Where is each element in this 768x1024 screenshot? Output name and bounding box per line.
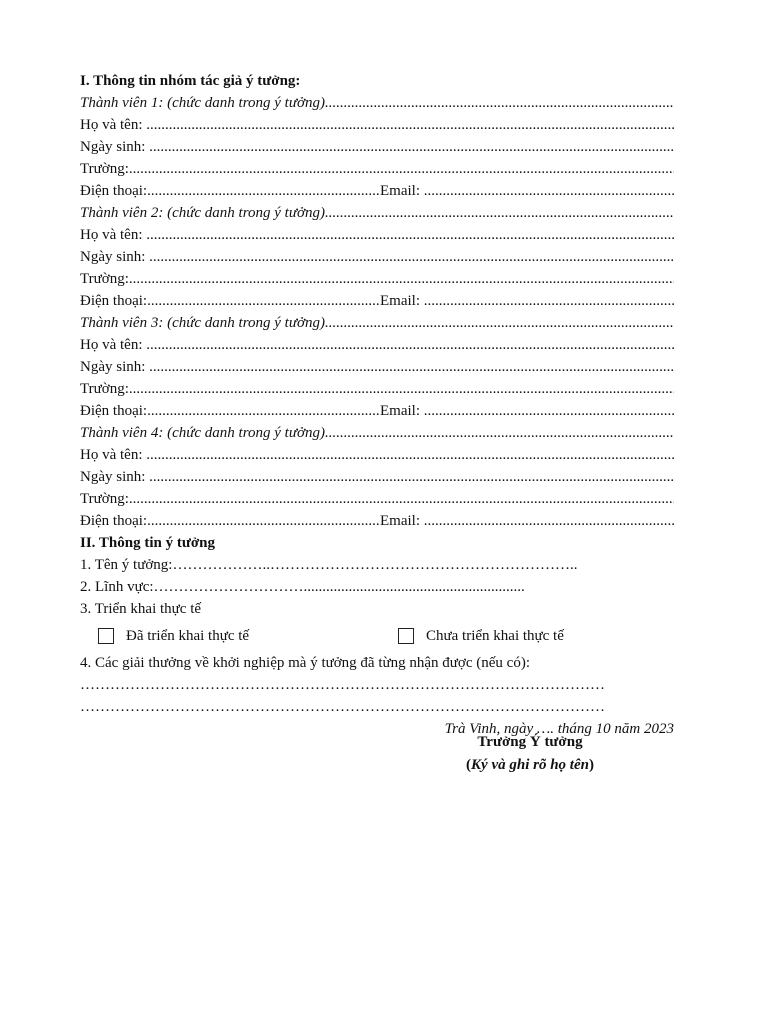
member-contact-row: [80, 400, 674, 422]
member-school-field[interactable]: [80, 158, 674, 180]
member-title: [80, 312, 674, 334]
awards-blank-line-2[interactable]: ……………………………………………………………………………………………: [80, 699, 605, 715]
option-not-deployed-label: Chưa triển khai thực tế: [426, 627, 564, 644]
instruction-close-paren: ): [588, 757, 594, 773]
option-deployed-label: Đã triển khai thực tế: [126, 627, 250, 644]
member-phone-label: Điện thoại:: [80, 513, 148, 529]
member-email-label: Email:: [380, 183, 424, 199]
checkbox-not-deployed[interactable]: [398, 628, 414, 644]
section2-heading: II. Thông tin ý tưởng: [80, 535, 215, 551]
signature-instruction-text: Ký và ghi rõ họ tên: [471, 757, 589, 773]
member-email-label: Email:: [380, 293, 424, 309]
member-email-field[interactable]: [380, 510, 674, 532]
member-phone-field[interactable]: [80, 290, 380, 312]
member-name-field[interactable]: [80, 224, 674, 246]
member-title-label: Thành viên 1: (chức danh trong ý tưởng): [80, 95, 326, 111]
instruction-open-paren: (: [466, 757, 472, 773]
member-name-field-label: Họ và tên:: [80, 117, 147, 133]
member-school-field[interactable]: [80, 488, 674, 510]
awards-label: 4. Các giải thưởng về khởi nghiệp mà ý tưởng đã từng nhận được (nếu có):: [80, 655, 530, 671]
member-school-field-label: Trường:: [80, 381, 129, 397]
idea-name-field[interactable]: 1. Tên ý tưởng:………………..……………………………………………………..: [80, 557, 578, 573]
member-dob-field[interactable]: [80, 356, 674, 378]
form-page: [80, 70, 674, 740]
member-title: [80, 422, 674, 444]
member-phone-label: Điện thoại:: [80, 403, 148, 419]
member-name-field-label: Họ và tên:: [80, 447, 147, 463]
awards-blank-line-1[interactable]: ……………………………………………………………………………………………: [80, 677, 605, 693]
member-email-label: Email:: [380, 403, 424, 419]
member-name-field-label: Họ và tên:: [80, 337, 147, 353]
option-deployed[interactable]: [98, 628, 398, 645]
member-title: [80, 92, 674, 114]
member-dob-field[interactable]: [80, 136, 674, 158]
member-email-field[interactable]: [380, 180, 674, 202]
section1-heading: I. Thông tin nhóm tác giả ý tưởng:: [80, 73, 301, 89]
member-phone-field[interactable]: [80, 510, 380, 532]
member-dob-field-label: Ngày sinh:: [80, 469, 150, 485]
member-school-field-label: Trường:: [80, 491, 129, 507]
member-name-field-label: Họ và tên:: [80, 227, 147, 243]
members-list: [80, 92, 674, 532]
member-title-label: Thành viên 4: (chức danh trong ý tưởng): [80, 425, 326, 441]
member-name-field[interactable]: [80, 444, 674, 466]
member-email-field[interactable]: [380, 290, 674, 312]
member-email-field[interactable]: [380, 400, 674, 422]
member-contact-row: [80, 180, 674, 202]
field-domain-field[interactable]: 2. Lĩnh vực:…………………………...........................................................: [80, 579, 525, 595]
member-name-field[interactable]: [80, 334, 674, 356]
member-phone-field[interactable]: [80, 400, 380, 422]
signature-instruction: [380, 757, 680, 774]
member-name-field[interactable]: [80, 114, 674, 136]
member-dob-field-label: Ngày sinh:: [80, 139, 150, 155]
member-contact-row: [80, 290, 674, 312]
option-not-deployed[interactable]: [398, 628, 564, 645]
deployment-label: 3. Triển khai thực tế: [80, 601, 202, 617]
member-school-field-label: Trường:: [80, 271, 129, 287]
deployment-options: [80, 620, 674, 652]
member-dob-field-label: Ngày sinh:: [80, 359, 150, 375]
member-phone-field[interactable]: [80, 180, 380, 202]
member-dob-field-label: Ngày sinh:: [80, 249, 150, 265]
signature-role: [380, 734, 680, 751]
member-school-field[interactable]: [80, 268, 674, 290]
checkbox-deployed[interactable]: [98, 628, 114, 644]
member-title-label: Thành viên 3: (chức danh trong ý tưởng): [80, 315, 326, 331]
signature-role-text: Trưởng Ý tưởng: [477, 734, 583, 750]
member-dob-field[interactable]: [80, 246, 674, 268]
member-dob-field[interactable]: [80, 466, 674, 488]
date-line: Trà Vinh, ngày …. tháng 10 năm 2023: [444, 721, 674, 737]
member-email-label: Email:: [380, 513, 424, 529]
member-phone-label: Điện thoại:: [80, 183, 148, 199]
member-school-field[interactable]: [80, 378, 674, 400]
member-contact-row: [80, 510, 674, 532]
member-title: [80, 202, 674, 224]
member-school-field-label: Trường:: [80, 161, 129, 177]
member-phone-label: Điện thoại:: [80, 293, 148, 309]
member-title-label: Thành viên 2: (chức danh trong ý tưởng): [80, 205, 326, 221]
